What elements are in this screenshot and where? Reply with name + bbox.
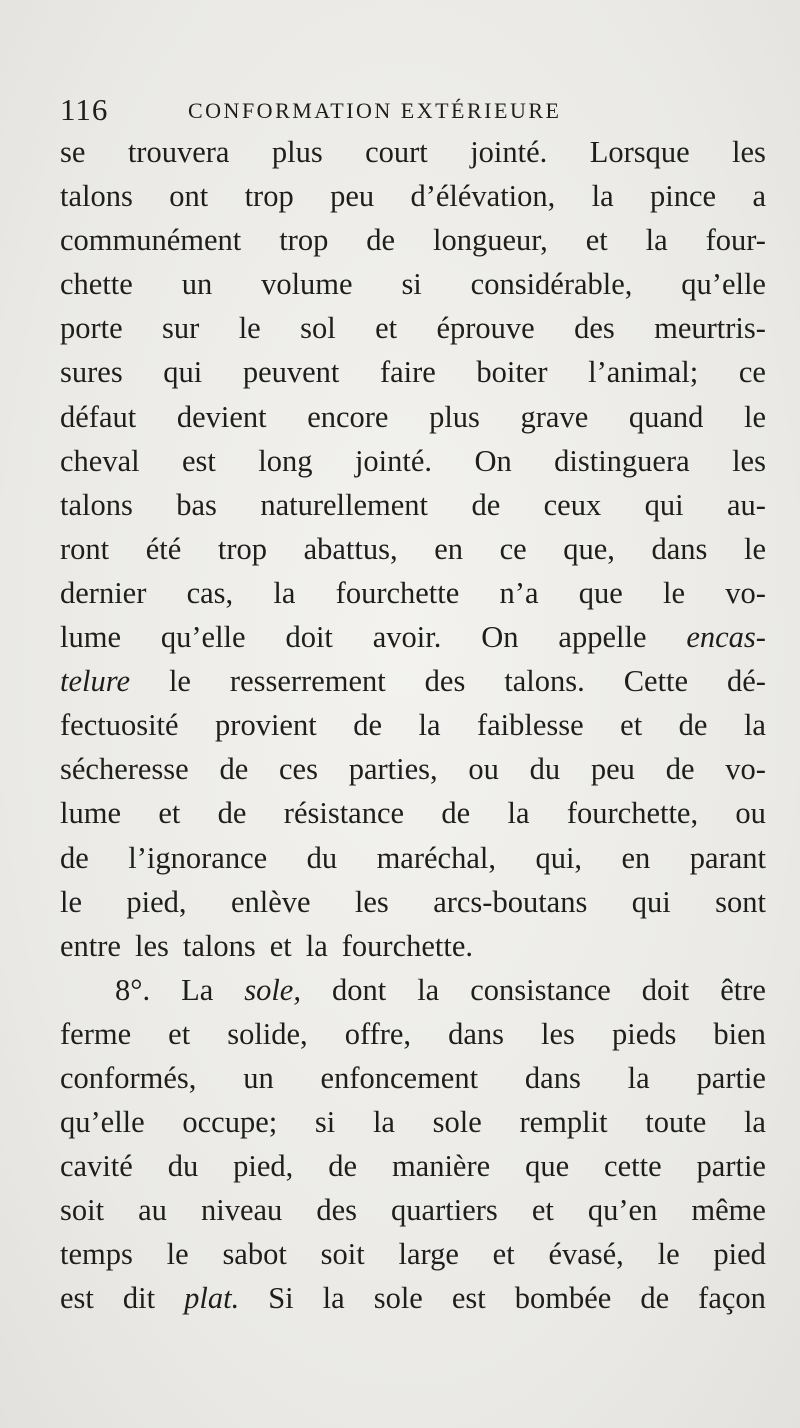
word: les (134, 928, 169, 963)
word: et (168, 1016, 191, 1051)
text-line (60, 439, 766, 483)
word: et (492, 1237, 515, 1272)
word: et (269, 928, 292, 963)
page-header (60, 90, 760, 130)
text-line (60, 968, 766, 1012)
word: bien (713, 1016, 766, 1051)
word: pied, (126, 884, 187, 919)
word: talons (182, 928, 256, 963)
word: talons (60, 179, 133, 214)
word: quand (628, 399, 704, 434)
page-number: 116 (60, 92, 109, 127)
text-line (60, 130, 766, 174)
word: sole, (244, 972, 301, 1007)
word: la (273, 575, 296, 610)
word: trouvera (127, 135, 230, 169)
word: On (474, 443, 512, 478)
word: dans (651, 531, 708, 566)
word: entre (60, 928, 121, 963)
word: qu’elle (681, 267, 766, 302)
word: devient (176, 399, 267, 434)
word: court (365, 135, 428, 169)
word: dernier (60, 575, 147, 610)
word: talons (60, 487, 133, 522)
word: si (314, 1105, 336, 1140)
word: que (578, 575, 623, 610)
word: façon (698, 1281, 766, 1316)
word: l’animal; (588, 355, 699, 390)
word: qu’en (587, 1193, 658, 1228)
word: plus (429, 399, 480, 434)
word: de (665, 752, 695, 787)
text-line (60, 395, 766, 439)
word: un (243, 1060, 274, 1095)
word: large (398, 1237, 459, 1272)
word: du (529, 752, 561, 787)
word: et (585, 223, 608, 258)
word: fectuosité (60, 708, 179, 743)
word: maréchal, (376, 840, 496, 875)
text-line (60, 924, 766, 968)
word: On (481, 620, 519, 655)
word: manière (391, 1149, 491, 1184)
word: la (372, 1105, 395, 1140)
word: les (541, 1016, 575, 1051)
text-line (60, 483, 766, 527)
word: Cette (623, 664, 689, 699)
word: de (366, 223, 396, 258)
word: volume (261, 267, 353, 302)
word: au (138, 1193, 167, 1228)
word: le (166, 1237, 189, 1272)
word: fourchette (335, 575, 460, 610)
word: chette (60, 267, 133, 302)
word: des (424, 664, 466, 699)
word: pince (650, 179, 717, 214)
word: la (591, 179, 614, 214)
word: doit (285, 620, 333, 655)
word: été (145, 531, 182, 566)
word: qui (644, 487, 684, 522)
word: appelle (558, 620, 647, 655)
word: évasé, (548, 1237, 624, 1272)
text-line (60, 1232, 766, 1276)
word: abattus, (303, 531, 398, 566)
word: long (258, 443, 313, 478)
word: le (60, 884, 83, 919)
word: fourchette. (341, 928, 473, 963)
word: se (60, 135, 86, 169)
word: trop (244, 179, 294, 214)
word: conformés, (60, 1060, 197, 1095)
word: boiter (476, 355, 548, 390)
word: cheval (60, 443, 140, 478)
word: dé- (727, 664, 766, 699)
word: parant (689, 840, 766, 875)
word: sures (60, 355, 123, 390)
word: talons. (504, 664, 585, 699)
word: telure (60, 664, 131, 699)
word: communément (60, 223, 242, 258)
word: d’élévation, (410, 179, 556, 214)
word: partie (696, 1060, 766, 1095)
word: le (168, 664, 191, 699)
word: peuvent (242, 355, 340, 390)
word: meurtris- (654, 311, 766, 346)
text-line (60, 262, 766, 306)
word: est (451, 1281, 486, 1316)
word: la (507, 796, 530, 831)
text-line (60, 836, 766, 880)
word: et (531, 1193, 554, 1228)
word: être (720, 972, 766, 1007)
word: cas, (186, 575, 234, 610)
word: même (691, 1193, 766, 1228)
text-line (60, 350, 766, 394)
word: la (627, 1060, 650, 1095)
word: de (217, 796, 247, 831)
word: la (645, 223, 668, 258)
word: bombée (514, 1281, 612, 1316)
word: un (181, 267, 213, 302)
word: n’a (499, 575, 539, 610)
word: la (305, 928, 328, 963)
word: dans (524, 1060, 581, 1095)
word: en (434, 531, 463, 566)
word: plat. (184, 1281, 240, 1316)
word: la (417, 972, 440, 1007)
word: ou (735, 796, 766, 831)
text-line (60, 1188, 766, 1232)
text-line (60, 1144, 766, 1188)
word: avoir. (372, 620, 442, 655)
word: dit (122, 1281, 156, 1316)
word: occupe; (182, 1105, 278, 1140)
word: bas (176, 487, 217, 522)
word: le (743, 399, 766, 434)
word: enfoncement (320, 1060, 479, 1095)
word: naturellement (260, 487, 429, 522)
word: pied, (233, 1149, 294, 1184)
word: plus (271, 135, 323, 169)
word: de (353, 708, 382, 743)
word: la (743, 708, 766, 743)
word: four- (705, 223, 766, 258)
word: des (574, 311, 615, 346)
word: remplit (519, 1105, 608, 1140)
word: porte (60, 311, 123, 346)
text-line (60, 615, 766, 659)
word: pied (713, 1237, 766, 1272)
body-text (60, 130, 766, 1321)
word: consistance (470, 972, 611, 1007)
word: Si (268, 1281, 294, 1316)
word: a (752, 179, 766, 214)
text-line (60, 659, 766, 703)
text-line (60, 174, 766, 218)
word: considérable, (470, 267, 633, 302)
word: partie (696, 1149, 766, 1184)
word: des (316, 1193, 357, 1228)
word: ceux (543, 487, 602, 522)
word: sol (300, 311, 336, 346)
word: en (621, 840, 651, 875)
word: longueur, (432, 223, 548, 258)
word: provient (215, 708, 317, 743)
word: lume (60, 620, 121, 655)
word: arcs-boutans (433, 884, 588, 919)
word: solide, (227, 1016, 308, 1051)
word: sécheresse (60, 752, 189, 787)
word: le (663, 575, 686, 610)
word: parties, (348, 752, 438, 787)
word: qui (163, 355, 203, 390)
word: quartiers (391, 1193, 498, 1228)
text-line (60, 306, 766, 350)
word: pieds (611, 1016, 677, 1051)
text-line (60, 527, 766, 571)
word: faire (379, 355, 436, 390)
text-line (60, 571, 766, 615)
text-line (60, 747, 766, 791)
word: qu’elle (60, 1105, 145, 1140)
word: jointé. (470, 135, 548, 169)
word: encore (307, 399, 389, 434)
word: sont (715, 884, 766, 919)
word: dans (448, 1016, 505, 1051)
word: du (306, 840, 338, 875)
word: la (743, 1105, 766, 1140)
word: toute (645, 1105, 707, 1140)
word: enlève (230, 884, 311, 919)
word: Lorsque (589, 135, 690, 169)
word: grave (520, 399, 589, 434)
word: ferme (60, 1016, 132, 1051)
word: 8°. (115, 972, 151, 1007)
word: ces (279, 752, 318, 787)
word: de (471, 487, 501, 522)
word: sabot (222, 1237, 287, 1272)
word: le (743, 531, 766, 566)
word: de (678, 708, 708, 743)
word: de (640, 1281, 670, 1316)
word: et (375, 311, 398, 346)
word: de (441, 796, 471, 831)
word: est (182, 443, 216, 478)
text-line (60, 1276, 766, 1320)
word: la (418, 708, 441, 743)
word: qu’elle (160, 620, 246, 655)
word: de (328, 1149, 358, 1184)
word: ou (468, 752, 499, 787)
word: niveau (200, 1193, 283, 1228)
word: fourchette, (566, 796, 699, 831)
word: ce (499, 531, 527, 566)
word: doit (641, 972, 690, 1007)
word: vo- (725, 752, 766, 787)
word: et (158, 796, 181, 831)
word: le (238, 311, 261, 346)
word: que (525, 1149, 570, 1184)
text-line (60, 880, 766, 924)
word: que, (563, 531, 615, 566)
word: au- (727, 487, 766, 522)
word: La (181, 972, 214, 1007)
word: distinguera (554, 443, 690, 478)
text-line (60, 1012, 766, 1056)
text-line (60, 1100, 766, 1144)
word: peu (330, 179, 375, 214)
word: les (732, 443, 766, 478)
word: de (60, 840, 89, 875)
word: qui (631, 884, 671, 919)
word: est (60, 1281, 94, 1316)
word: ront (60, 531, 110, 566)
word: lume (60, 796, 121, 831)
word: sole (373, 1281, 423, 1316)
word: temps (60, 1237, 133, 1272)
word: éprouve (436, 311, 535, 346)
word: le (657, 1237, 680, 1272)
word: jointé. (354, 443, 433, 478)
word: vo- (725, 575, 766, 610)
word: l’ignorance (128, 840, 268, 875)
word: ont (169, 179, 209, 214)
word: ce (738, 355, 766, 390)
word: la (322, 1281, 345, 1316)
word: faiblesse (476, 708, 584, 743)
word: trop (217, 531, 267, 566)
word: résistance (283, 796, 405, 831)
word: dont (331, 972, 387, 1007)
text-line (60, 218, 766, 262)
word: encas- (686, 620, 766, 655)
word: soit (60, 1193, 105, 1228)
word: et (620, 708, 643, 743)
text-line (60, 791, 766, 835)
word: du (167, 1149, 199, 1184)
word: les (732, 135, 766, 169)
word: de (219, 752, 249, 787)
word: défaut (60, 399, 137, 434)
word: resserrement (229, 664, 386, 699)
word: peu (590, 752, 635, 787)
word: sur (162, 311, 200, 346)
running-title: CONFORMATION EXTÉRIEURE (188, 98, 562, 123)
word: offre, (344, 1016, 412, 1051)
word: cette (604, 1149, 662, 1184)
word: soit (320, 1237, 365, 1272)
word: si (401, 267, 422, 302)
word: sole (432, 1105, 482, 1140)
word: les (354, 884, 389, 919)
text-line (60, 1056, 766, 1100)
word: trop (279, 223, 329, 258)
word: qui, (535, 840, 583, 875)
word: cavité (60, 1149, 133, 1184)
text-line (60, 703, 766, 747)
